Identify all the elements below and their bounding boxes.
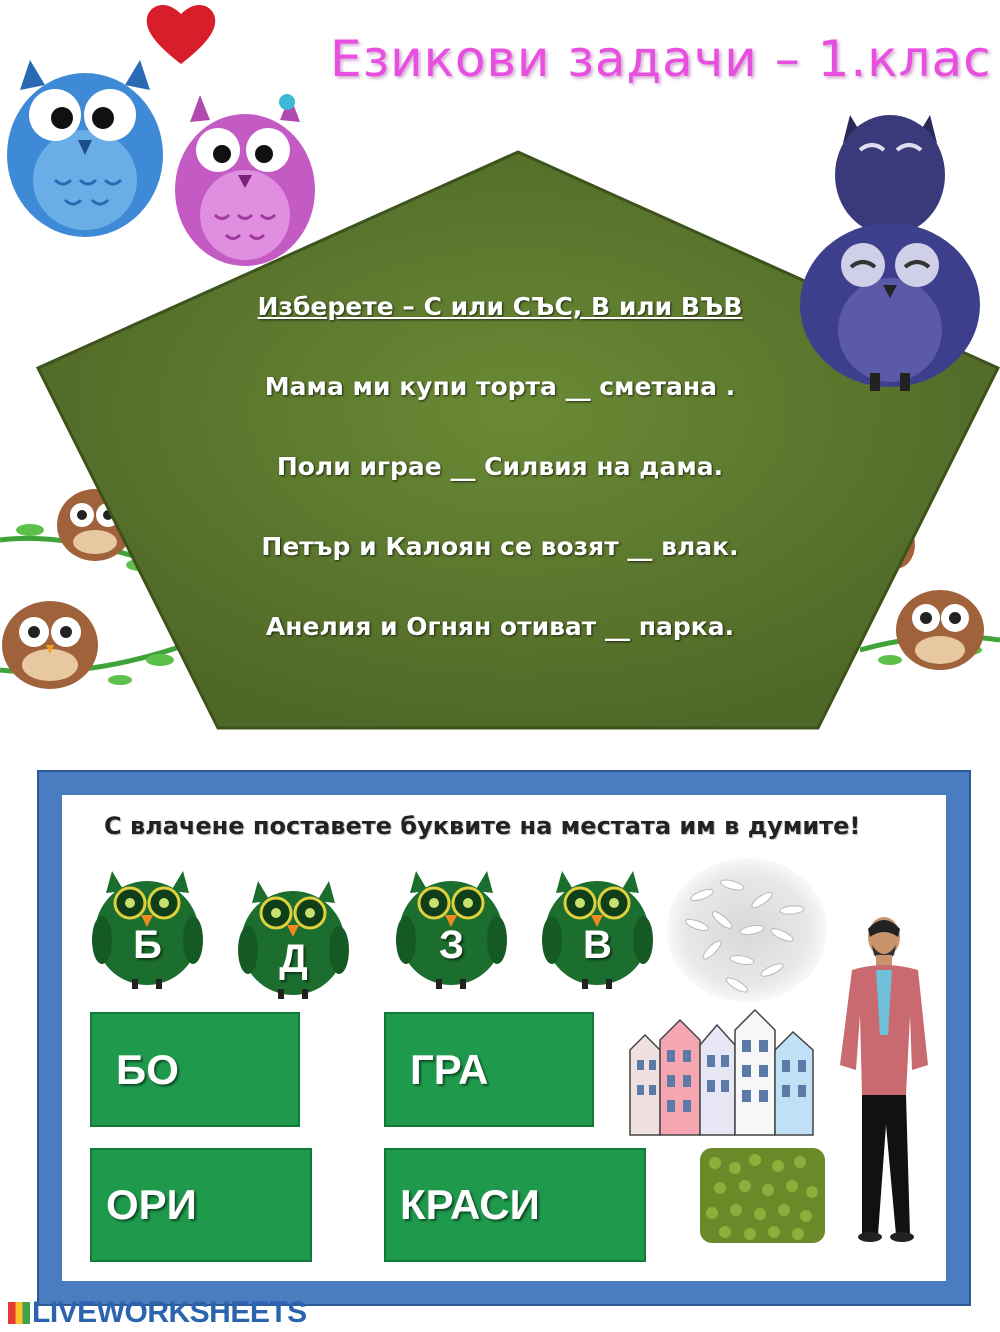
dark-owls-illustration <box>785 105 1000 395</box>
word-drop-box[interactable] <box>384 1012 594 1127</box>
task1-sentence: Петър и Калоян се возят __ влак. <box>261 532 739 561</box>
letter-label: Б <box>133 923 162 967</box>
task1-sentence: Поли играе __ Силвия на дама. <box>276 452 724 481</box>
letter-label: В <box>583 923 612 967</box>
word-label: БО <box>116 1045 179 1093</box>
word-label: ГРА <box>410 1045 489 1093</box>
task1-sentence: Мама ми купи торта __ сметана . <box>264 372 736 401</box>
man-image <box>832 915 942 1245</box>
city-houses-image <box>625 1000 817 1140</box>
letter-owl-token[interactable] <box>540 865 655 990</box>
word-drop-box[interactable] <box>384 1148 646 1262</box>
logo-text: LIVEWORKSHEETS <box>32 1296 307 1329</box>
liveworksheets-logo[interactable] <box>8 1296 307 1330</box>
letter-owl-token[interactable] <box>90 865 205 990</box>
word-label: КРАСИ <box>400 1181 540 1228</box>
letter-label: З <box>438 923 465 967</box>
word-drop-box[interactable] <box>90 1148 312 1262</box>
lentils-image <box>700 1148 825 1243</box>
task2-instruction: С влачене поставете буквите на местата им в думите! <box>104 812 861 840</box>
letter-label: Д <box>279 937 308 981</box>
task1-sentence: Анелия и Огнян отиват __ парка. <box>265 612 735 641</box>
task1-instruction: Изберете – С или СЪС, В или ВЪВ <box>257 292 743 321</box>
letter-owl-token[interactable] <box>394 865 509 990</box>
word-drop-box[interactable] <box>90 1012 300 1127</box>
word-label: ОРИ <box>106 1181 197 1228</box>
rice-image <box>662 855 832 1010</box>
page-title: Езикови задачи – 1.клас <box>330 30 992 88</box>
letter-owl-token[interactable] <box>236 875 351 1000</box>
logo-blocks-icon <box>8 1302 30 1324</box>
